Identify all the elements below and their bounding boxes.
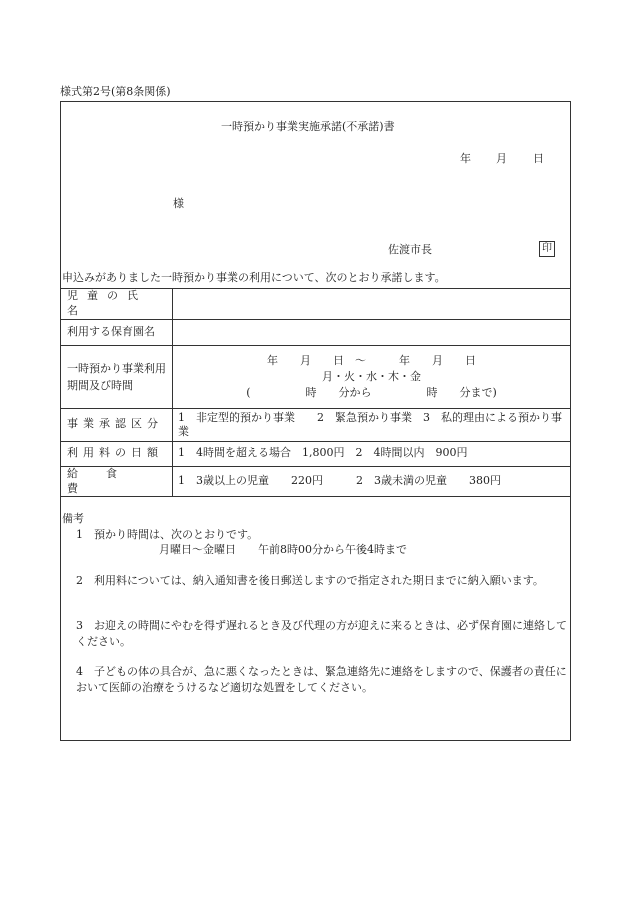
category-label-text: 事業承認区分 bbox=[67, 417, 163, 431]
notes-item-3: 3 お迎えの時間にやむを得ず遅れるとき及び代理の方が迎えに来るときは、必ず保育園に連絡してください。 bbox=[76, 619, 567, 648]
seal-mark: 印 bbox=[539, 241, 555, 257]
period-weekdays: 月・火・水・木・金 bbox=[322, 369, 421, 383]
approval-table bbox=[60, 288, 571, 497]
intro-text: 申込みがありました一時預かり事業の利用について、次のとおり承諾します。 bbox=[62, 271, 446, 284]
date-month: 月 bbox=[496, 152, 507, 165]
nursery-label: 利用する保育園名 bbox=[61, 319, 173, 345]
notes-heading: 備考 bbox=[62, 512, 84, 525]
period-dates: 年 月 日 ～ 年 月 日 bbox=[267, 353, 476, 367]
meal-label-text: 給食費 bbox=[67, 466, 145, 495]
document-title: 一時預かり事業実施承諾(不承諾)書 bbox=[221, 120, 395, 133]
child-name-label-value: 児童の氏名 bbox=[67, 289, 147, 317]
addressee-suffix: 様 bbox=[173, 197, 184, 210]
date-year: 年 bbox=[460, 152, 471, 165]
fee-label bbox=[61, 441, 173, 466]
fee-value: 1 4時間を超える場合 1,800円 2 4時間以内 900円 bbox=[173, 441, 571, 466]
period-field[interactable] bbox=[173, 345, 571, 408]
child-name-field[interactable] bbox=[173, 289, 571, 320]
notes-item-1: 1 預かり時間は、次のとおりです。 bbox=[76, 528, 259, 541]
meal-value: 1 3歳以上の児童 220円 2 3歳未満の児童 380円 bbox=[173, 466, 571, 497]
nursery-field[interactable] bbox=[173, 319, 571, 345]
period-label: 一時預かり事業利用期間及び時間 bbox=[61, 345, 173, 408]
child-name-label bbox=[61, 289, 173, 320]
notes-item-1-detail: 月曜日～金曜日 午前8時00分から午後4時まで bbox=[159, 543, 407, 556]
notes-item-4: 4 子どもの体の具合が、急に悪くなったときは、緊急連絡先に連絡をしますので、保護者の責任において医師の治療をうけるなど適切な処置をしてください。 bbox=[76, 665, 567, 694]
meal-label bbox=[61, 466, 173, 497]
notes-item-2: 2 利用料については、納入通知書を後日郵送しますので指定された期日までに納入願います。 bbox=[76, 574, 544, 587]
issuer-title: 佐渡市長 bbox=[388, 243, 432, 256]
form-number: 様式第2号(第8条関係) bbox=[60, 85, 171, 98]
category-label bbox=[61, 408, 173, 441]
category-value: 1 非定型的預かり事業 2 緊急預かり事業 3 私的理由による預かり事業 bbox=[173, 408, 571, 441]
child-name-label-text bbox=[67, 289, 166, 319]
fee-label-text: 利用料の日額 bbox=[67, 446, 163, 460]
date-day: 日 bbox=[533, 152, 544, 165]
period-times: ( 時 分から 時 分まで) bbox=[246, 385, 497, 399]
